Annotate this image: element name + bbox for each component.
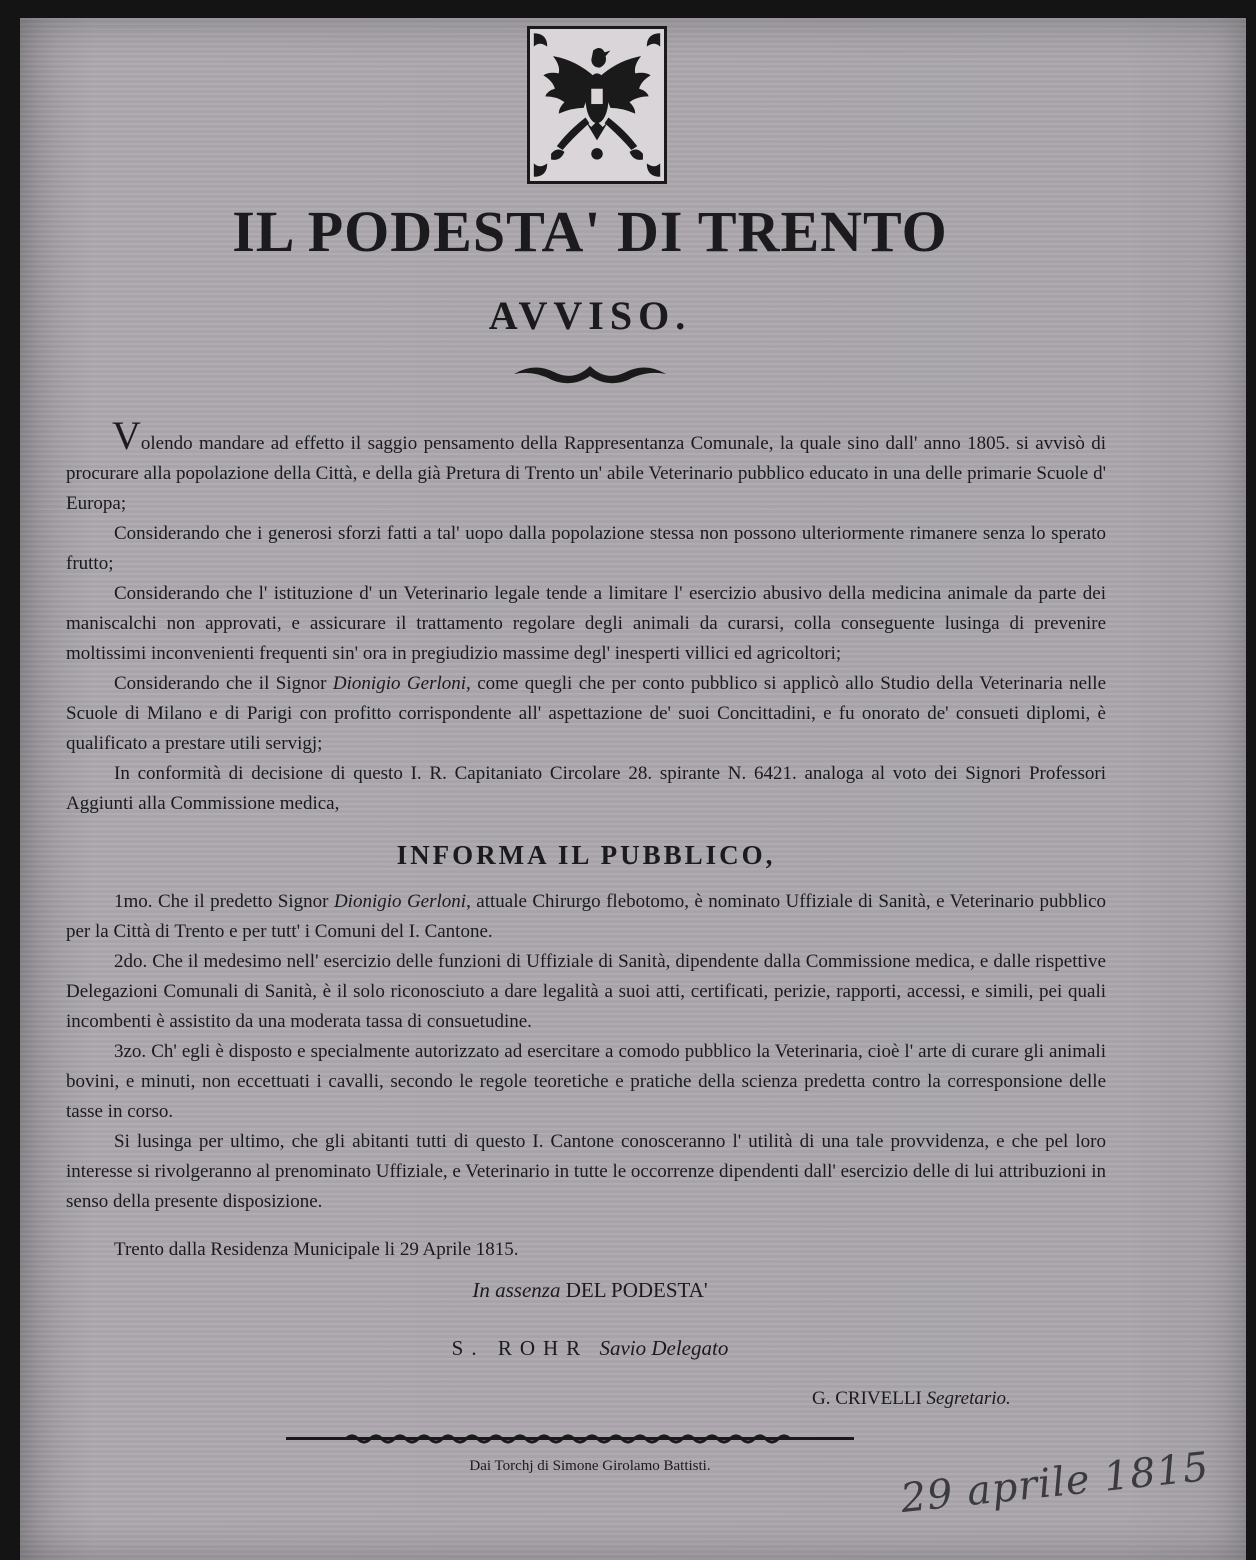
paragraph-text: Considerando che il Signor [114,673,327,694]
notice-subtitle: AVVISO. [488,293,692,338]
paragraph-considerando-2: Considerando che l' istituzione d' un Veterinario legale tende a limitare l' esercizio abusivo della medicina animale da parte dei maniscalchi non approvati, e assicurare il trattamento regolare degli animali da curarsi, colla conseguente lusinga di prevenire moltissimi inconvenienti frequenti sin' ora in pregiudizio massime degl' inesperti villici ed agricoltori; [66,583,1106,664]
paragraph-conformita: In conformità di decisione di questo I. R. Capitaniato Circolare 28. spirante N. 6421. analoga al voto dei Signori Professori Aggiunti alla Commissione medica, [66,763,1106,814]
signatory-role: Savio Delegato [599,1336,729,1360]
decorative-rule-icon [286,1432,854,1446]
paragraph-considerando-1: Considerando che i generosi sforzi fatti a tal' uopo dalla popolazione stessa non possono ulteriormente rimanere senza lo sperato frutto; [66,523,1106,574]
signature-line-absence [20,1278,1160,1303]
signatory-name: G. CRIVELLI [812,1388,922,1409]
signature-text: DEL PODESTA' [565,1278,708,1302]
item-text: 1mo. Che il predetto Signor [114,891,329,912]
item-text: , attuale Chirurgo flebotomo, è nominato Uffiziale di Sanità, e Veterinario pubblico per la Città di Trento e per tutt' i Comuni del I. Cantone. [66,891,1106,942]
item-4: Si lusinga per ultimo, che gli abitanti tutti di questo I. Cantone conosceranno l' utilità di una tale provvidenza, e che pel loro interesse si rivolgeranno al prenominato Uffiziale, e Veterinario in tutte le occorrenze dipendenti dall' esercizio delle di lui attribuzioni in senso della presente disposizione. [66,1131,1106,1212]
paragraph-intro-text: olendo mandare ad effetto il saggio pensamento della Rappresentanza Comunale, la quale sino dall' anno 1805. si avvisò di procurare alla popolazione della Città, e della già Pretura di Trento un' abile Veterinario pubblico educato in una delle primarie Scuole d' Europa; [66,433,1106,514]
signatory-name: S. ROHR [451,1336,589,1360]
notice-body [66,413,1107,1265]
signature-line-secretary [812,1388,1011,1410]
flourish-ornament-icon [510,358,670,384]
person-name: Dionigio Gerloni [333,891,467,912]
section-heading: INFORMA IL PUBBLICO, [396,840,776,870]
signature-line-delegate [20,1336,1160,1361]
printer-imprint: Dai Torchj di Simone Girolamo Battisti. [469,1458,711,1474]
paragraph-considerando-3 [66,669,1106,759]
signatory-role: Segretario. [926,1388,1011,1409]
drop-cap: V [112,413,141,458]
paragraph-text: , come quegli che per conto pubblico si applicò allo Studio della Veterinaria nelle Scuole di Milano e di Parigi con profitto corrispondente all' aspettazione de' suoi Concittadini, e fu onorato de' consueti diplomi, è qualificato a prestare utili servigj; [66,673,1107,754]
date-line: Trento dalla Residenza Municipale li 29 Aprile 1815. [114,1239,519,1260]
item-1 [66,887,1106,947]
item-3: 3zo. Ch' egli è disposto e specialmente autorizzato ad esercitare a comodo pubblico la Veterinaria, cioè l' arte di curare gli animali bovini, e minuti, non eccettuati i cavalli, secondo le regole teoretiche e pratiche della scienza predetta contro la corresponsione delle tasse in corso. [66,1041,1106,1122]
paragraph-intro [66,413,1106,519]
signature-italic: In assenza [472,1278,561,1302]
eagle-coat-of-arms-icon [527,26,667,184]
handwritten-date-note: 29 aprile 1815 [898,1443,1212,1523]
person-name: Dionigio Gerloni [332,673,467,694]
poster-sheet [20,18,1246,1560]
item-2: 2do. Che il medesimo nell' esercizio delle funzioni di Uffiziale di Sanità, dipendente dalla Commissione medica, e dalle rispettive Delegazioni Comunali di Sanità, è il solo riconosciuto a dare legalità a suoi atti, certificati, perizie, rapporti, accessi, e simili, pei quali incombenti è assistito da una moderata tassa di consuetudine. [66,951,1106,1032]
page-title: IL PODESTA' DI TRENTO [232,199,948,264]
